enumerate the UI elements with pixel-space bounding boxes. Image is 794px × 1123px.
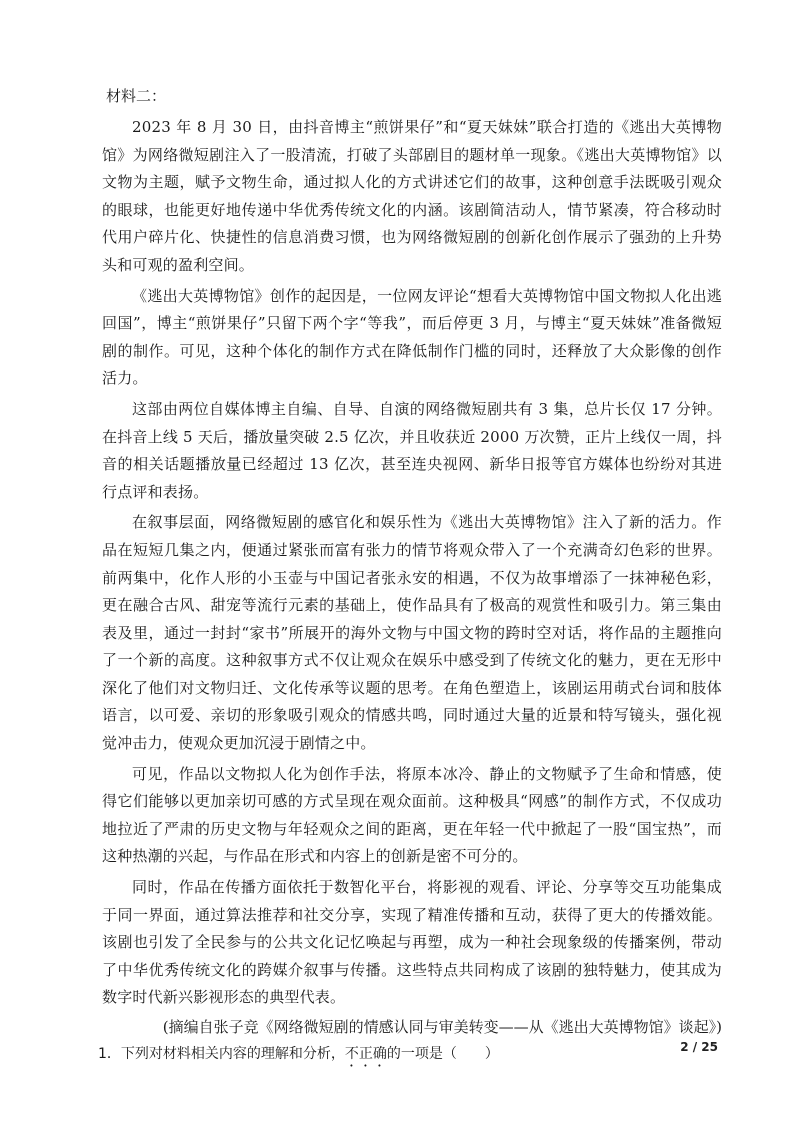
question-emphasis: 不正确: [344, 1046, 387, 1062]
paragraph-2: 《逃出大英博物馆》创作的起因是，一位网友评论“想看大英博物馆中国文物拟人化出逃回国”，博主“煎饼果仔”只留下两个字“等我”，而后停更 3 月，与博主“夏天妹妹”准备微短剧的制作。可见，这种个体化的制作方式在降低制作门槛的同时，还释放了大众影像的创作活力。: [102, 286, 722, 388]
question-suffix: 的一项是（ ）: [386, 1046, 499, 1062]
source-citation: (摘编自张子竞《网络微短剧的情感认同与审美转变——从《逃出大英博物馆》谈起》): [162, 1018, 722, 1036]
question-1: [98, 1041, 722, 1070]
paragraph-4: 在叙事层面，网络微短剧的感官化和娱乐性为《逃出大英博物馆》注入了新的活力。作品在短短几集之内，便通过紧张而富有张力的情节将观众带入了一个充满奇幻色彩的世界。前两集中，化作人形的小玉壶与中国记者张永安的相遇，不仅为故事增添了一抹神秘色彩，更在融合古风、甜宠等流行元素的基础上，使作品具有了极高的观赏性和吸引力。第三集由表及里，通过一封封“家书”所展开的海外文物与中国文物的跨时空对话，将作品的主题推向了一个新的高度。这种叙事方式不仅让观众在娱乐中感受到了传统文化的魅力，更在无形中深化了他们对文物归迁、文化传承等议题的思考。在角色塑造上，该剧运用萌式台词和肢体语言，以可爱、亲切的形象吸引观众的情感共鸣，同时通过大量的近景和特写镜头，强化视觉冲击力，使观众更加沉浸于剧情之中。: [102, 513, 722, 753]
paragraph-3: 这部由两位自媒体博主自编、自导、自演的网络微短剧共有 3 集，总片长仅 17 分钟。在抖音上线 5 天后，播放量突破 2.5 亿次，并且收获近 2000 万次赞，正片上线仅一周，抖音的相关话题播放量已经超过 13 亿次，甚至连央视网、新华日报等官方媒体也纷纷对其进行点评和表扬。: [102, 399, 722, 501]
section-heading: 材料二：: [106, 87, 167, 105]
document-body: [98, 82, 722, 1070]
page-number: 2 / 25: [680, 1040, 718, 1054]
paragraph-5: 可见，作品以文物拟人化为创作手法，将原本冰冷、静止的文物赋予了生命和情感，使得它们能够以更加亲切可感的方式呈现在观众面前。这种极具“网感”的制作方式，不仅成功地拉近了严肃的历史文物与年轻观众之间的距离，更在年轻一代中掀起了一股“国宝热”，而这种热潮的兴起，与作品在形式和内容上的创新是密不可分的。: [102, 764, 722, 866]
paragraph-6: 同时，作品在传播方面依托于数智化平台，将影视的观看、评论、分享等交互功能集成于同一界面，通过算法推荐和社交分享，实现了精准传播和互动，获得了更大的传播效能。该剧也引发了全民参与的公共文化记忆唤起与再塑，成为一种社会现象级的传播案例，带动了中华优秀传统文化的跨媒介叙事与传播。这些特点共同构成了该剧的独特魅力，使其成为数字时代新兴影视形态的典型代表。: [102, 878, 722, 1007]
question-prefix: 1．下列对材料相关内容的理解和分析，: [98, 1046, 345, 1062]
paragraph-1: 2023 年 8 月 30 日，由抖音博主“煎饼果仔”和“夏天妹妹”联合打造的《逃出大英博物馆》为网络微短剧注入了一股清流，打破了头部剧目的题材单一现象。《逃出大英博物馆》以文物为主题，赋予文物生命，通过拟人化的方式讲述它们的故事，这种创意手法既吸引观众的眼球，也能更好地传递中华优秀传统文化的内涵。该剧简洁动人，情节紧凑，符合移动时代用户碎片化、快捷性的信息消费习惯，也为网络微短剧的创新化创作展示了强劲的上升势头和可观的盈利空间。: [102, 118, 722, 274]
